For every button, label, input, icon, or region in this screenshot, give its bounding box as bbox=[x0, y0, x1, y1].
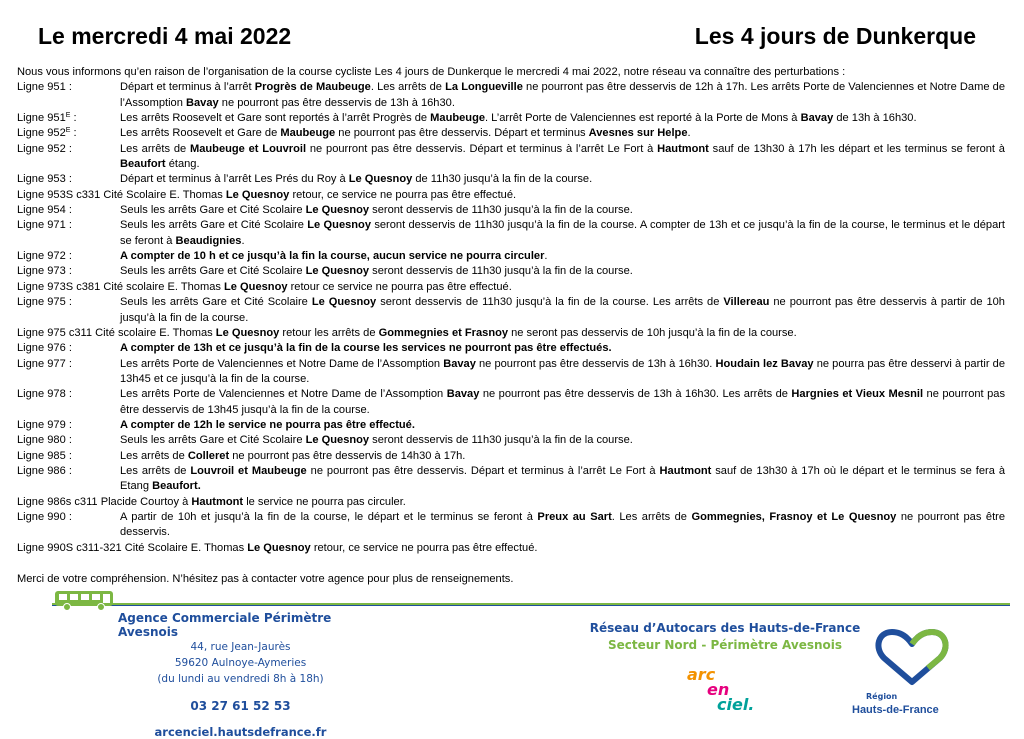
line-description: A partir de 10h et jusqu’à la fin de la course, le départ et le terminus se feront à Preux au Sart. Les arrêts de Gommegnies, Frasnoy et Le Quesnoy ne pourront pas être desservis. bbox=[120, 510, 1006, 539]
line-entry bbox=[17, 111, 1005, 126]
line-label: Ligne 979 : bbox=[17, 418, 72, 431]
line-entry bbox=[17, 142, 1005, 173]
line-entry bbox=[17, 357, 1005, 388]
line-label: Ligne 975 : bbox=[17, 296, 72, 309]
line-label: Ligne 985 : bbox=[17, 449, 72, 462]
line-label: Ligne 977 : bbox=[17, 357, 72, 370]
line-description: Seuls les arrêts Gare et Cité Scolaire Le Quesnoy seront desservis de 11h30 jusqu’à la fin de la course. Les arrêts de Villereau ne pourront pas être desservis à partir de 10h jusqu’à la fin de la course. bbox=[120, 296, 1005, 324]
agency-address-line1: 44, rue Jean-Jaurès bbox=[190, 641, 291, 653]
france-heart-icon bbox=[872, 622, 952, 688]
closing-paragraph: Merci de votre compréhension. N’hésitez pas à contacter votre agence pour plus de renseignements. bbox=[17, 573, 514, 585]
line-entry bbox=[17, 387, 1005, 418]
line-label: Ligne 972 : bbox=[17, 250, 72, 263]
line-label: Ligne 951 : bbox=[17, 81, 72, 94]
line-label: Ligne 952 : bbox=[17, 142, 72, 155]
notice-body bbox=[17, 65, 1005, 598]
line-entry bbox=[17, 218, 1005, 249]
network-name: Réseau d’Autocars des Hauts-de-France bbox=[589, 621, 861, 635]
region-hauts-de-france-logo bbox=[852, 622, 982, 718]
line-label: Ligne 953S c331 bbox=[17, 188, 101, 201]
line-description: Seuls les arrêts Gare et Cité Scolaire Le Quesnoy seront desservis de 11h30 jusqu’à la fin de la course. bbox=[120, 204, 633, 217]
line-entry bbox=[17, 172, 1005, 187]
line-label: Ligne 975 c311 bbox=[17, 326, 93, 339]
line-description: Départ et terminus à l’arrêt Progrès de Maubeuge. Les arrêts de La Longueville ne pourront pas être desservis de 12h à 17h. Les arrêts Porte de Valenciennes et Notre Dame de l’Assomption Bavay ne pourront pas être desservis de 13h à 16h30. bbox=[120, 81, 1005, 109]
arc-en-ciel-logo bbox=[683, 664, 775, 714]
line-description: A compter de 10 h et ce jusqu’à la fin la course, aucun service ne pourra circuler. bbox=[120, 250, 548, 263]
line-label: Ligne 976 : bbox=[17, 342, 72, 355]
header bbox=[0, 23, 1024, 57]
line-description: Les arrêts de Colleret ne pourront pas être desservis de 14h30 à 17h. bbox=[120, 449, 466, 462]
arc-logo-word-2: en bbox=[707, 680, 730, 699]
line-entry bbox=[17, 464, 1005, 495]
line-entry bbox=[17, 280, 1005, 295]
line-label: Ligne 986 : bbox=[17, 464, 72, 477]
line-label: Ligne 971 : bbox=[17, 219, 72, 232]
line-label: Ligne 953 : bbox=[17, 173, 72, 186]
agency-name: Agence Commerciale Périmètre Avesnois bbox=[118, 611, 332, 639]
line-description: Seuls les arrêts Gare et Cité Scolaire Le Quesnoy seront desservis de 11h30 jusqu’à la fin de la course. A compter de 13h et ce jusqu’à la fin de la course, le terminus et le départ se feront à Beaudignies. bbox=[120, 219, 1006, 247]
line-description: Cité scolaire E. Thomas Le Quesnoy retour ce service ne pourra pas être effectué. bbox=[100, 280, 512, 293]
line-entry bbox=[17, 264, 1005, 279]
line-label: Ligne 980 : bbox=[17, 434, 72, 447]
line-entry bbox=[17, 326, 1005, 341]
date-title: Le mercredi 4 mai 2022 bbox=[38, 23, 292, 49]
network-info bbox=[580, 621, 870, 652]
agency-address-line2: 59620 Aulnoye-Aymeries bbox=[174, 657, 307, 669]
line-label: Ligne 978 : bbox=[17, 388, 72, 401]
line-entry bbox=[17, 249, 1005, 264]
line-list bbox=[17, 80, 1005, 556]
line-label: Ligne $952^E$ : bbox=[17, 127, 77, 140]
agency-info bbox=[108, 611, 373, 739]
line-description: Les arrêts Porte de Valenciennes et Notre Dame de l’Assomption Bavay ne pourront pas être desservis de 13h à 16h30. Houdain lez Bavay ne pourra pas être desservi à partir de 13h45 et ce jusqu’à la fin de la course. bbox=[120, 357, 1005, 385]
line-entry bbox=[17, 495, 1005, 510]
line-description: A compter de 13h et ce jusqu’à la fin de la course les services ne pourront pas être effectués. bbox=[120, 342, 612, 355]
line-label: Ligne 986s c311 bbox=[17, 495, 98, 508]
line-description: A compter de 12h le service ne pourra pas être effectué. bbox=[120, 418, 415, 431]
region-label-small: Région bbox=[866, 692, 898, 701]
line-description: Seuls les arrêts Gare et Cité Scolaire Le Quesnoy seront desservis de 11h30 jusqu’à la fin de la course. bbox=[120, 434, 633, 447]
line-description: Départ et terminus à l’arrêt Les Prés du Roy à Le Quesnoy de 11h30 jusqu’à la fin de la course. bbox=[120, 173, 593, 186]
line-entry bbox=[17, 80, 1005, 111]
line-entry bbox=[17, 126, 1005, 141]
line-description: Les arrêts Roosevelt et Gare de Maubeuge ne pourront pas être desservis. Départ et terminus Avesnes sur Helpe. bbox=[120, 127, 691, 140]
line-entry bbox=[17, 418, 1005, 433]
bus-icon bbox=[53, 588, 117, 612]
line-description: Placide Courtoy à Hautmont le service ne pourra pas circuler. bbox=[97, 495, 406, 508]
line-description: Les arrêts Porte de Valenciennes et Notre Dame de l’Assomption Bavay ne pourront pas être desservis de 13h à 16h30. Les arrêts de Hargnies et Vieux Mesnil ne pourront pas être desservis de 13h45 jusqu’à la fin de la course. bbox=[120, 388, 1005, 416]
line-description: Les arrêts de Maubeuge et Louvroil ne pourront pas être desservis. Départ et terminus à l’arrêt Le Fort à Hautmont sauf de 13h30 à 17h les départ et les terminus se feront à Beaufort étang. bbox=[120, 142, 1005, 171]
arc-logo-word-3: ciel. bbox=[717, 695, 755, 714]
line-label: Ligne 973 : bbox=[17, 265, 72, 278]
agency-hours: (du lundi au vendredi 8h à 18h) bbox=[157, 673, 324, 685]
line-entry bbox=[17, 541, 1005, 556]
intro-paragraph: Nous vous informons qu’en raison de l’organisation de la course cycliste Les 4 jours de Dunkerque le mercredi 4 mai 2022, notre réseau va connaître des perturbations : bbox=[17, 66, 846, 78]
line-description: Seuls les arrêts Gare et Cité Scolaire Le Quesnoy seront desservis de 11h30 jusqu’à la fin de la course. bbox=[120, 265, 633, 278]
region-label-big: Hauts-de-France bbox=[852, 704, 939, 716]
line-description: Les arrêts Roosevelt et Gare sont reportés à l’arrêt Progrès de Maubeuge. L’arrêt Porte de Valenciennes est reporté à la Porte de Mons à Bavay de 13h à 16h30. bbox=[120, 112, 917, 125]
line-entry bbox=[17, 433, 1005, 448]
line-entry bbox=[17, 188, 1005, 203]
line-description: Les arrêts de Louvroil et Maubeuge ne pourront pas être desservis. Départ et terminus à l’arrêt Le Fort à Hautmont sauf de 13h30 à 17h où le départ et le terminus se fera à Etang Beaufort. bbox=[120, 464, 1005, 493]
line-label: Ligne $951^E$ : bbox=[17, 112, 77, 125]
line-description: Cité Scolaire E. Thomas Le Quesnoy retour, ce service ne pourra pas être effectué. bbox=[100, 188, 517, 201]
line-entry bbox=[17, 341, 1005, 356]
agency-website[interactable]: arcenciel.hautsdefrance.fr bbox=[154, 725, 327, 739]
line-entry bbox=[17, 203, 1005, 218]
line-description: Cité scolaire E. Thomas Le Quesnoy retour les arrêts de Gommegnies et Frasnoy ne seront pas desservis de 10h jusqu’à la fin de la course. bbox=[92, 326, 797, 339]
line-label: Ligne 973S c381 bbox=[17, 280, 101, 293]
line-description: Cité Scolaire E. Thomas Le Quesnoy retour, ce service ne pourra pas être effectué. bbox=[121, 541, 538, 554]
line-label: Ligne 990S c311-321 bbox=[17, 541, 122, 554]
line-label: Ligne 990 : bbox=[17, 510, 72, 523]
line-entry bbox=[17, 449, 1005, 464]
footer-divider bbox=[52, 603, 1010, 607]
arc-logo-word-1: arc bbox=[687, 665, 716, 684]
agency-phone: 03 27 61 52 53 bbox=[190, 699, 291, 713]
line-entry bbox=[17, 510, 1005, 541]
network-sector: Secteur Nord - Périmètre Avesnois bbox=[607, 638, 843, 652]
event-title: Les 4 jours de Dunkerque bbox=[694, 23, 976, 49]
line-label: Ligne 954 : bbox=[17, 204, 72, 217]
line-entry bbox=[17, 295, 1005, 326]
